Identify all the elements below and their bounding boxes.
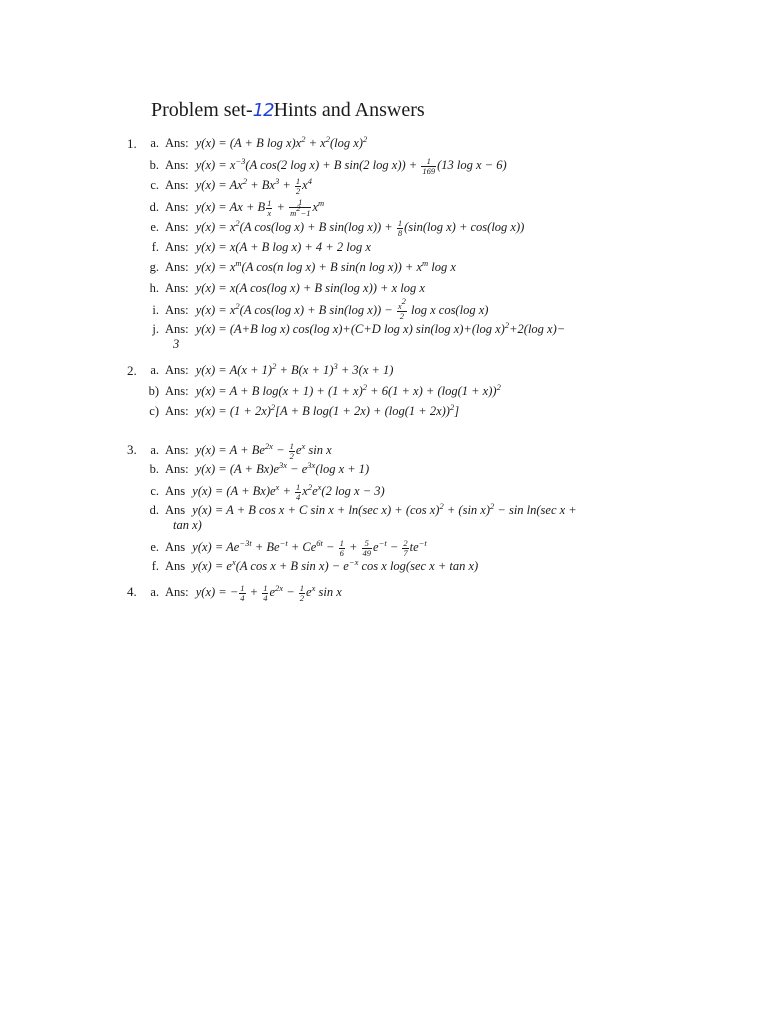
answer-math: y(x) = x(A + B log x) + 4 + 2 log x (195, 240, 371, 254)
answer-prefix: Ans: (165, 363, 189, 377)
handwritten-set-number: 12 (252, 100, 274, 121)
answer-math: y(x) = Ax + B $\frac{1}{x}$ + $\frac{1}{m^2-1}$ $x^m$ (195, 197, 325, 218)
answer-item (137, 363, 393, 378)
answer-prefix: Ans: (165, 281, 189, 295)
answer-item (137, 296, 489, 321)
title-suffix: Hints and Answers (273, 99, 425, 121)
problem-number: 2. (127, 363, 137, 378)
answer-prefix: Ans: (165, 240, 189, 254)
item-label: j. (152, 322, 159, 336)
title-prefix: Problem set- (151, 99, 253, 121)
answer-item (137, 384, 501, 399)
answer-item (137, 462, 369, 477)
answer-prefix: Ans (165, 540, 186, 555)
problem-number: 4. (127, 584, 137, 599)
item-label: d. (149, 199, 159, 214)
answer-prefix: Ans: (165, 302, 189, 317)
answer-prefix: Ans: (165, 585, 189, 600)
answer-math: y(x) = (A+B log x) cos(log x)+(C+D log x) sin(log x)+(log x)$^2$+2(log x)− (195, 320, 566, 336)
answer-prefix: Ans: (165, 199, 189, 214)
answer-math: y(x) = A + B $\log(x + 1) + (1 + x)^2 + 6(1 + x) + (\log(1 + x))^2$ (195, 382, 501, 398)
item-label: h. (149, 281, 159, 295)
answer-item (137, 177, 312, 196)
item-label: e. (150, 540, 159, 555)
problem-number: 3. (127, 442, 137, 457)
answer-math: $y(x) = Ae^{-3t} + Be^{-t} + Ce^{6t}$ − $\frac{1}{6}$ + $\frac{5}{49}$ $e^{-t}$ − $\frac{2}{7}$ $te^{-t}$ (192, 538, 427, 558)
answer-prefix: Ans: (165, 220, 189, 235)
answer-prefix: Ans: (165, 260, 189, 274)
answer-math: $y(x) = x^2(A$ cos(log x) + B sin(log x)) + $\frac{1}{8}$ (sin(log x) + cos(log x)) (195, 218, 525, 238)
answer-math: $y(x) = e^x(A$ cos x + B $\sin x) - e^{-x}$ cos x log(sec x + tan x) (192, 557, 479, 573)
answer-math: $y(x) = (1 + 2x)^2[A + B$ $\log(1 + 2x) + (\log(1 + 2x))^2$] (195, 402, 460, 418)
answer-prefix: Ans: (165, 178, 189, 193)
item-label: b) (148, 384, 159, 398)
page-title (151, 99, 425, 122)
answer-prefix: Ans: (165, 322, 189, 336)
item-label: b. (149, 462, 159, 476)
item-label: b. (149, 158, 159, 173)
answer-math: $y(x) = Ax^2 + Bx^3$ + $\frac{1}{2}$ $x^4$ (195, 176, 312, 196)
answer-continuation: 3 (173, 337, 180, 351)
item-label: a. (150, 585, 159, 600)
answer-item (137, 281, 425, 296)
answer-item (137, 404, 459, 419)
answer-math: y(x) = x(A cos(log x) + B sin(log x)) + x log x (195, 281, 425, 295)
answer-math: $y(x) = A(x + 1)^2 + B(x + 1)^3 + 3(x + 1)$ (195, 361, 394, 377)
answer-item (137, 584, 342, 603)
answer-item (137, 198, 324, 218)
answer-item (137, 503, 577, 518)
answer-prefix: Ans (165, 484, 186, 499)
item-label: c. (150, 178, 159, 193)
answer-math: $y(x) = x^m(A$ cos(n log x) + B sin(n $\log x)) + x^m$ log x (195, 258, 456, 274)
answer-item (137, 219, 524, 238)
item-label: i. (152, 302, 159, 317)
answer-item (137, 136, 367, 151)
item-label: g. (149, 260, 159, 274)
answer-item (137, 240, 371, 255)
answer-math: y(x) = A + B cos x + C sin x + ln(sec x) + (cos x)$^2$ + (sin x)$^2$ − sin ln(sec x + (192, 501, 577, 517)
answer-math: $y(x) = (A + Bx)e^{3x} - e^{3x}(\log$ x + 1) (195, 460, 370, 476)
answer-math: y(x) = − $\frac{1}{4}$ + $\frac{1}{4}$ $e^{2x}$ − $\frac{1}{2}$ $e^x$ sin x (195, 583, 342, 603)
answer-item (137, 442, 332, 461)
answer-math: y(x) = (A + B $\log x)x^2 + x^2(\log$ x)$^2$ (195, 134, 368, 150)
item-label: a. (150, 363, 159, 377)
answer-math: $y(x) = x^2(A$ cos(log x) + B sin(log x)) − $\frac{x^2}{2}$ log x cos(log x) (195, 296, 489, 321)
item-label: a. (150, 443, 159, 458)
answer-prefix: Ans: (165, 462, 189, 476)
item-label: c. (150, 484, 159, 499)
item-label: f. (151, 240, 159, 254)
answer-prefix: Ans: (165, 404, 189, 418)
answer-item (137, 483, 385, 502)
answer-prefix: Ans (165, 559, 186, 573)
item-label: a. (150, 136, 159, 150)
item-label: e. (150, 220, 159, 235)
answer-item (137, 260, 456, 275)
answer-item (137, 559, 478, 574)
answer-prefix: Ans (165, 503, 186, 517)
answer-item (137, 157, 507, 176)
problem-number: 1. (127, 136, 137, 151)
item-label: c) (149, 404, 159, 418)
item-label: f. (151, 559, 159, 573)
answer-item (137, 322, 565, 337)
answer-prefix: Ans: (165, 443, 189, 458)
item-label: d. (149, 503, 159, 517)
answer-prefix: Ans: (165, 136, 189, 150)
answer-continuation: tan x) (173, 518, 202, 532)
answer-math: $y(x) = A + Be^{2x}$ − $\frac{1}{2}$ $e^x$ sin x (195, 441, 332, 461)
answer-math: $y(x) = x^{-3}(A$ cos(2 log x) + B sin(2 log x)) + $\frac{1}{169}$ (13 log x − 6) (195, 156, 507, 176)
answer-prefix: Ans: (165, 158, 189, 173)
answer-item (137, 539, 427, 558)
answer-math: $y(x) = (A + Bx)e^x$ + $\frac{1}{4}$ $x^2e^x(2$ log x − 3) (192, 482, 385, 502)
answer-prefix: Ans: (165, 384, 189, 398)
